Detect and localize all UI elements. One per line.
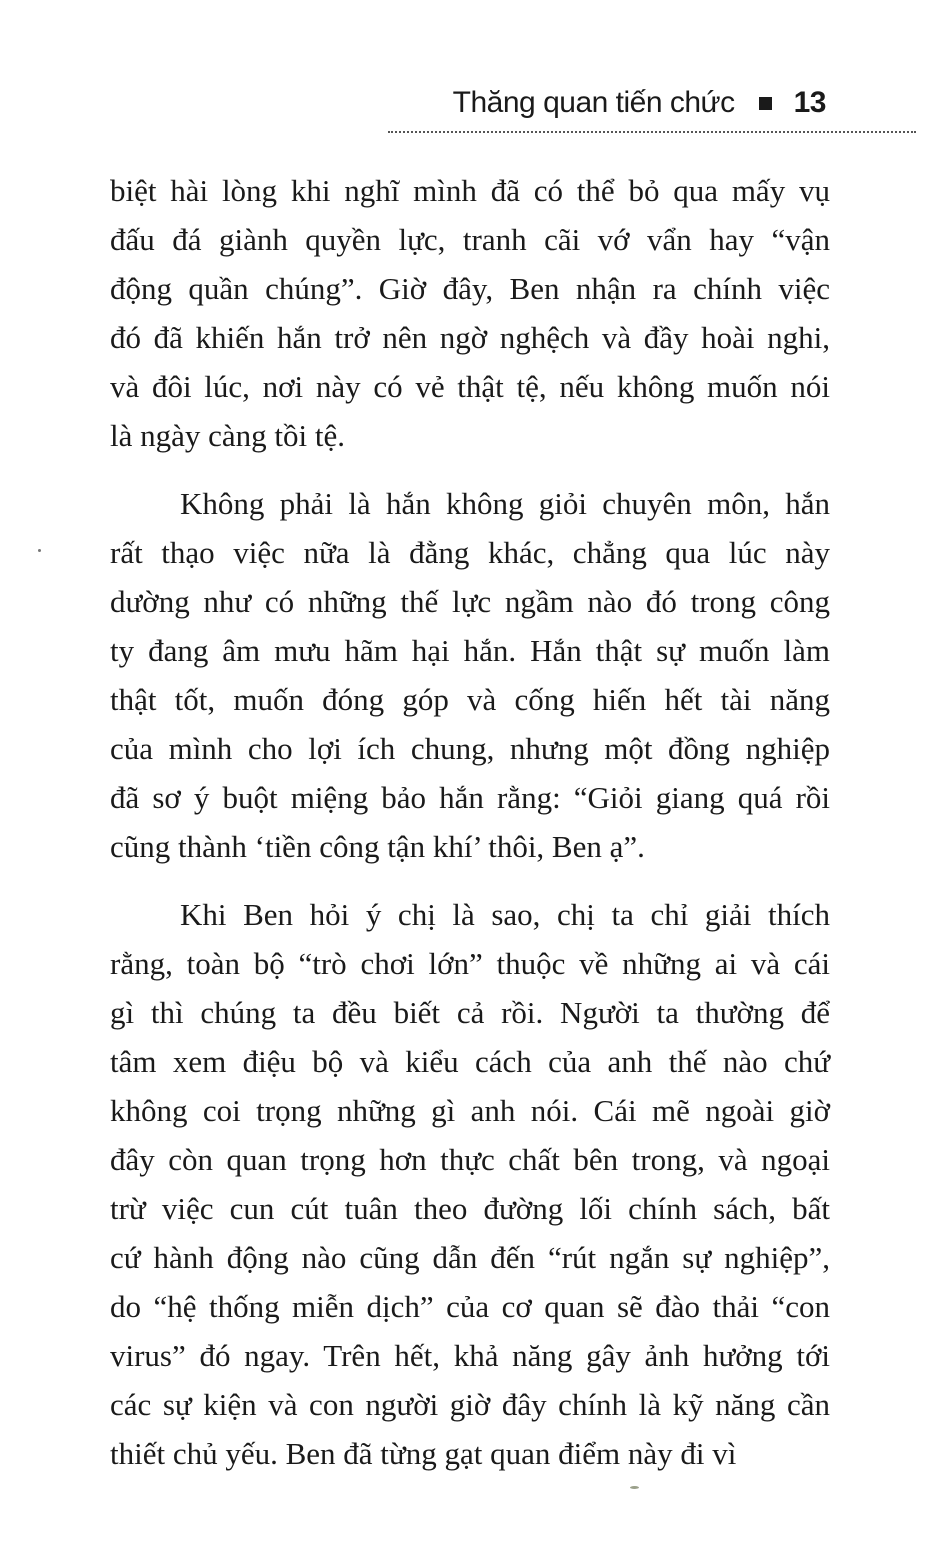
page-number: 13	[793, 86, 826, 119]
text-line: trừ việc cun cút tuân theo đường lối chính sách, bất	[110, 1191, 830, 1226]
text-line: các sự kiện và con người giờ đây chính là kỹ năng cần	[110, 1387, 830, 1422]
paragraph	[110, 479, 830, 871]
running-header	[453, 86, 826, 120]
text-line: không coi trọng những gì anh nói. Cái mẽ ngoài giờ	[110, 1093, 830, 1128]
text-line: của mình cho lợi ích chung, nhưng một đồng nghiệp	[110, 731, 830, 766]
text-line: đây còn quan trọng hơn thực chất bên trong, và ngoại	[110, 1142, 830, 1177]
text-line: và đôi lúc, nơi này có vẻ thật tệ, nếu không muốn nói	[110, 369, 830, 404]
text-line: ty đang âm mưu hãm hại hắn. Hắn thật sự muốn làm	[110, 633, 830, 668]
text-line: dường như có những thế lực ngầm nào đó trong công	[110, 584, 830, 619]
text-line: cứ hành động nào cũng dẫn đến “rút ngắn sự nghiệp”,	[110, 1240, 830, 1275]
body-text	[110, 166, 830, 1497]
text-line: thật tốt, muốn đóng góp và cống hiến hết tài năng	[110, 682, 830, 717]
text-line: rất thạo việc nữa là đằng khác, chẳng qua lúc này	[110, 535, 830, 570]
separator-square-icon	[759, 97, 772, 110]
text-line: tâm xem điệu bộ và kiểu cách của anh thế nào chứ	[110, 1044, 830, 1079]
text-line: rằng, toàn bộ “trò chơi lớn” thuộc về những ai và cái	[110, 946, 830, 981]
text-line: động quần chúng”. Giờ đây, Ben nhận ra chính việc	[110, 271, 830, 306]
text-line: đấu đá giành quyền lực, tranh cãi vớ vẩn hay “vận	[110, 222, 830, 257]
text-line: Không phải là hắn không giỏi chuyên môn, hắn	[180, 486, 830, 521]
text-line: thiết chủ yếu. Ben đã từng gạt quan điểm này đi vì	[110, 1436, 737, 1471]
text-line: đã sơ ý buột miệng bảo hắn rằng: “Giỏi giang quá rồi	[110, 780, 830, 815]
scan-speck	[38, 549, 41, 552]
paragraph	[110, 166, 830, 460]
text-line: là ngày càng tồi tệ.	[110, 418, 345, 453]
header-dotted-rule	[388, 131, 916, 133]
paragraph	[110, 890, 830, 1478]
text-line: gì thì chúng ta đều biết cả rồi. Người ta thường để	[110, 995, 830, 1030]
text-line: biệt hài lòng khi nghĩ mình đã có thể bỏ qua mấy vụ	[110, 173, 830, 208]
text-line: do “hệ thống miễn dịch” của cơ quan sẽ đào thải “con	[110, 1289, 830, 1324]
text-line: Khi Ben hỏi ý chị là sao, chị ta chỉ giải thích	[180, 897, 830, 932]
text-line: đó đã khiến hắn trở nên ngờ nghệch và đầy hoài nghi,	[110, 320, 830, 355]
chapter-title: Thăng quan tiến chức	[452, 86, 735, 119]
text-line: cũng thành ‘tiền công tận khí’ thôi, Ben ạ”.	[110, 829, 645, 864]
text-line: virus” đó ngay. Trên hết, khả năng gây ảnh hưởng tới	[110, 1338, 830, 1373]
